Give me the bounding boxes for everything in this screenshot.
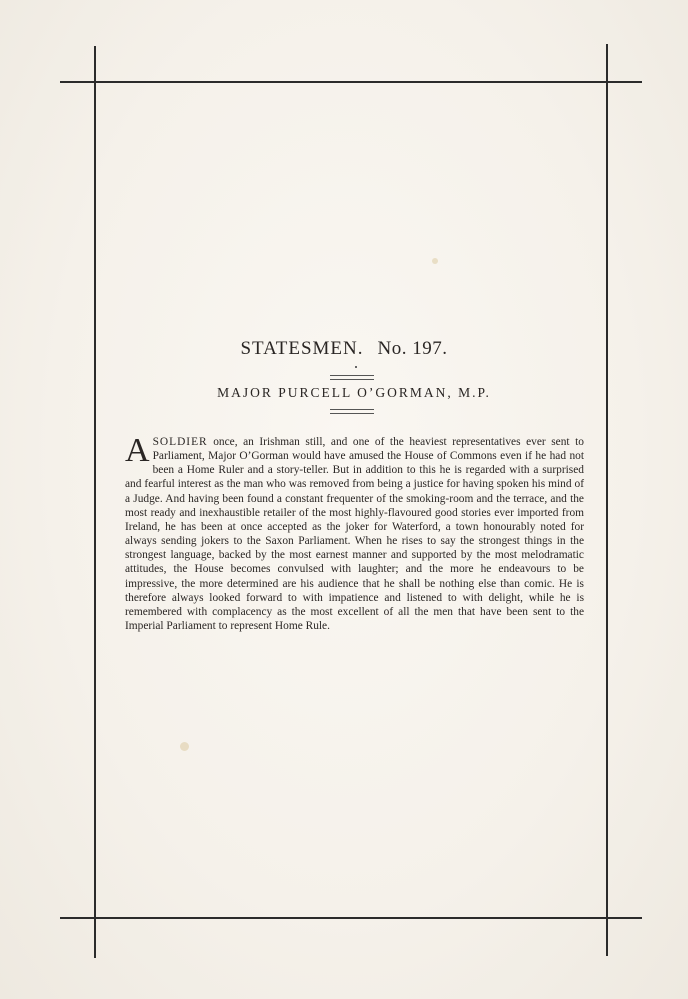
top-border-rule [60, 81, 642, 83]
title-text: STATESMEN. [240, 338, 364, 359]
foxing-spot [180, 742, 189, 751]
article-text: once, an Irishman still, and one of the heaviest representatives ever sent to Parliament, Major O’Gorman would have amused the House of Commons even if he had not been a Home Ruler and a story-teller. But in addition to this he is regarded with a surprised and fearful interest as the man who was removed from being a justice for having spoken his mind of a Judge. And having been found a constant frequenter of the smoking-room and the terrace, and the most ready and inexhaustible retailer of the most highly-flavoured good stories ever imported from Ireland, he has been at once accepted as the joker for Waterford, a town honourably noted for always sending jokers to the Saxon Parliament. When he rises to say the strongest things in the strongest language, backed by the most earnest manner and supported by the most melodramatic attitudes, the House becomes convulsed with laughter; and the more he endeavours to be impressive, the more determined are his audience that he shall be nothing else than comic. He is therefore always looked forward to with impatience and listened to with delight, while he is remembered with complacency as the most excellent of all the men that have been sent to the Imperial Parliament to represent Home Rule. [125, 436, 584, 633]
ornament-rule-lower [330, 409, 374, 414]
drop-cap: A [125, 432, 150, 469]
ornament-dot [355, 366, 357, 368]
title-number: No. 197. [377, 338, 448, 359]
right-border-rule [606, 44, 608, 956]
article-body [125, 432, 584, 633]
bottom-border-rule [60, 917, 642, 919]
foxing-spot [432, 258, 438, 264]
ornament-rule-upper [330, 375, 374, 380]
page-title [0, 338, 688, 360]
article-lead-word: SOLDIER [152, 436, 208, 448]
page-subtitle: MAJOR PURCELL O’GORMAN, M.P. [217, 385, 491, 400]
left-border-rule [94, 46, 96, 958]
